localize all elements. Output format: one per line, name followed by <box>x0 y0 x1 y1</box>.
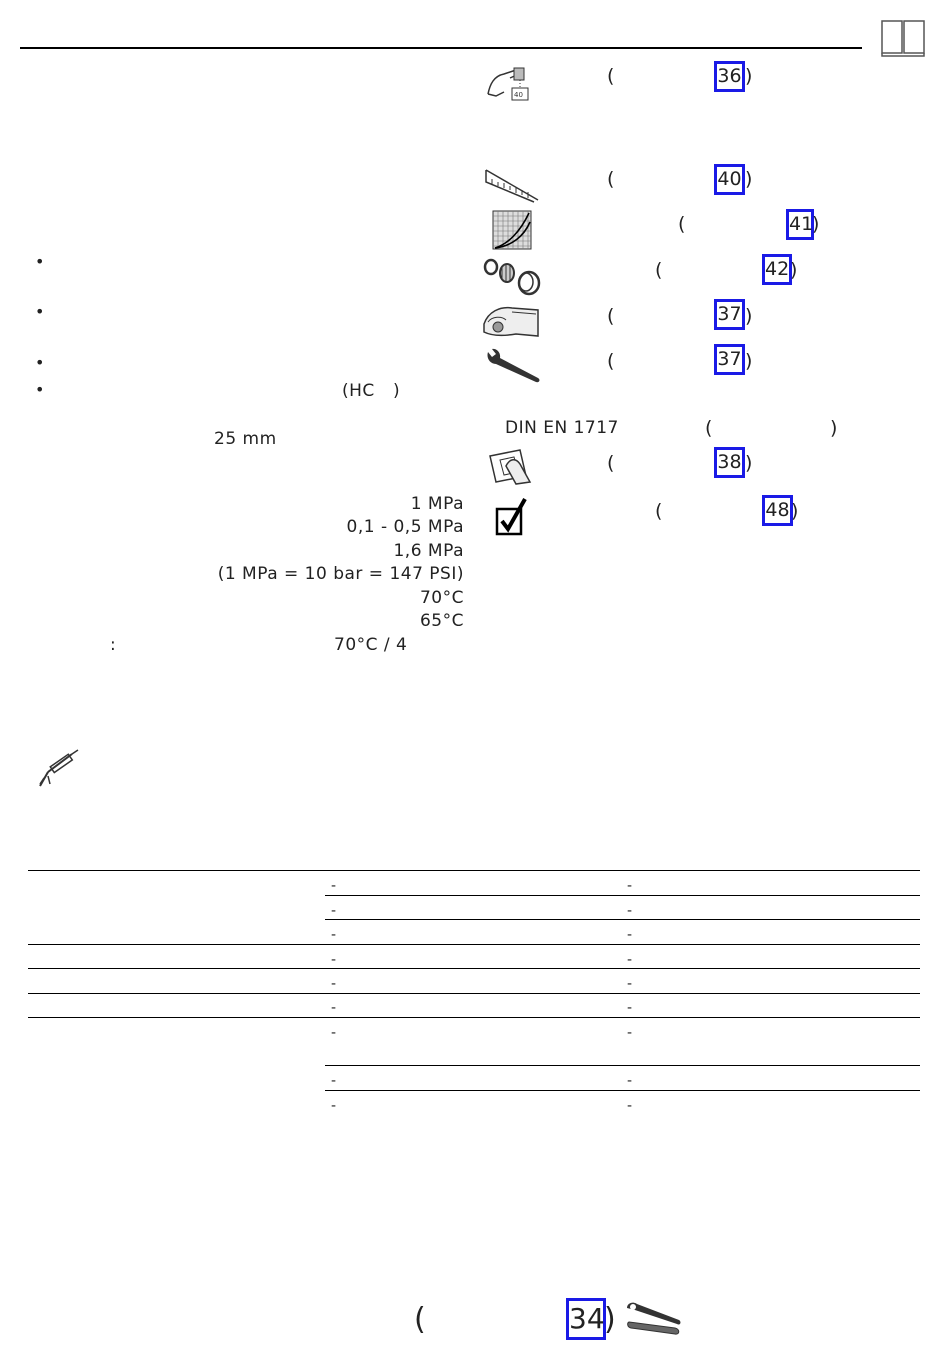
table-cell-dash: - <box>627 1025 633 1041</box>
table-rule <box>28 870 920 871</box>
table-cell-dash: - <box>331 927 337 943</box>
spec-operating-pressure: 0,1 - 0,5 MPa <box>346 517 464 537</box>
hc-label: (HC <box>342 381 375 401</box>
spec-disinfection: 70°C / 4 <box>334 635 408 655</box>
bullet: • <box>35 380 45 399</box>
spec-hot-water-max: 70°C <box>419 588 464 608</box>
min-dimension: 25 mm <box>214 429 277 449</box>
table-cell-dash: - <box>627 878 633 894</box>
table-cell-dash: - <box>627 952 633 968</box>
spec-colon: : <box>110 635 117 655</box>
hand-button-icon <box>486 446 536 490</box>
table-cell-dash: - <box>331 1073 337 1089</box>
ref-open: ( <box>607 452 615 474</box>
table-cell-dash: - <box>331 1098 337 1114</box>
table-cell-dash: - <box>627 927 633 943</box>
table-cell-dash: - <box>627 1000 633 1016</box>
ruler-icon <box>484 168 540 208</box>
page-ref-link[interactable]: 40 <box>714 164 745 195</box>
ref-open: ( <box>607 350 615 372</box>
bullet: • <box>35 252 45 271</box>
table-cell-dash: - <box>331 1025 337 1041</box>
silicone-gun-icon <box>36 748 80 792</box>
ref-close: ) <box>791 500 799 522</box>
table-cell-dash: - <box>331 952 337 968</box>
ref-close: ) <box>745 452 753 474</box>
hand-cleaning-icon <box>482 302 542 342</box>
table-rule <box>325 895 920 896</box>
table-cell-dash: - <box>331 903 337 919</box>
table-rule <box>28 968 920 969</box>
table-cell-dash: - <box>331 976 337 992</box>
hand-thermometer-icon <box>486 62 534 108</box>
ref-open: ( <box>607 168 615 190</box>
spare-parts-icon <box>482 256 542 300</box>
bullet: • <box>35 353 45 372</box>
footer-page-ref-link[interactable]: 34 <box>566 1298 606 1340</box>
page-ref-link[interactable]: 42 <box>762 254 792 285</box>
ref-close: ) <box>812 213 820 235</box>
din-standard: DIN EN 1717 <box>505 418 619 438</box>
ref-open: ( <box>655 500 663 522</box>
spec-max-pressure: 1 MPa <box>410 494 464 514</box>
ref-close: ) <box>745 168 753 190</box>
ref-open: ( <box>655 259 663 281</box>
spec-test-pressure: 1,6 MPa <box>393 541 464 561</box>
page-ref-link[interactable]: 36 <box>714 61 745 92</box>
table-cell-dash: - <box>627 1073 633 1089</box>
footer-close: ) <box>604 1302 616 1337</box>
page-ref-link[interactable]: 37 <box>714 344 745 375</box>
page-ref-link[interactable]: 37 <box>714 299 745 330</box>
table-rule <box>28 944 920 945</box>
table-rule <box>28 993 920 994</box>
din-open: ( <box>705 417 713 439</box>
page-ref-link[interactable]: 38 <box>714 447 745 478</box>
ref-close: ) <box>745 305 753 327</box>
header-rule <box>20 47 862 49</box>
table-rule <box>28 1017 920 1018</box>
table-cell-dash: - <box>627 903 633 919</box>
hc-close: ) <box>393 381 401 401</box>
ref-close: ) <box>745 350 753 372</box>
book-icon <box>880 18 926 62</box>
ref-open: ( <box>678 213 686 235</box>
table-cell-dash: - <box>627 976 633 992</box>
table-cell-dash: - <box>331 878 337 894</box>
ref-close: ) <box>790 259 798 281</box>
ref-open: ( <box>607 65 615 87</box>
din-close: ) <box>830 417 838 439</box>
page-ref-link[interactable]: 48 <box>762 495 793 526</box>
ref-close: ) <box>745 65 753 87</box>
table-rule <box>325 1065 920 1066</box>
ref-open: ( <box>607 305 615 327</box>
wrench-icon <box>484 346 542 390</box>
spec-conversion: (1 MPa = 10 bar = 147 PSI) <box>217 564 464 584</box>
table-rule <box>325 1090 920 1091</box>
checkbox-icon <box>495 497 529 541</box>
bullet: • <box>35 302 45 321</box>
svg-text:40: 40 <box>514 91 523 99</box>
page-ref-link[interactable]: 41 <box>786 209 814 240</box>
footer-open: ( <box>414 1302 426 1337</box>
table-rule <box>325 919 920 920</box>
flow-diagram-icon <box>492 210 532 254</box>
tools-icon <box>625 1298 683 1342</box>
table-cell-dash: - <box>627 1098 633 1114</box>
spec-hot-water-rec: 65°C <box>419 611 464 631</box>
table-cell-dash: - <box>331 1000 337 1016</box>
